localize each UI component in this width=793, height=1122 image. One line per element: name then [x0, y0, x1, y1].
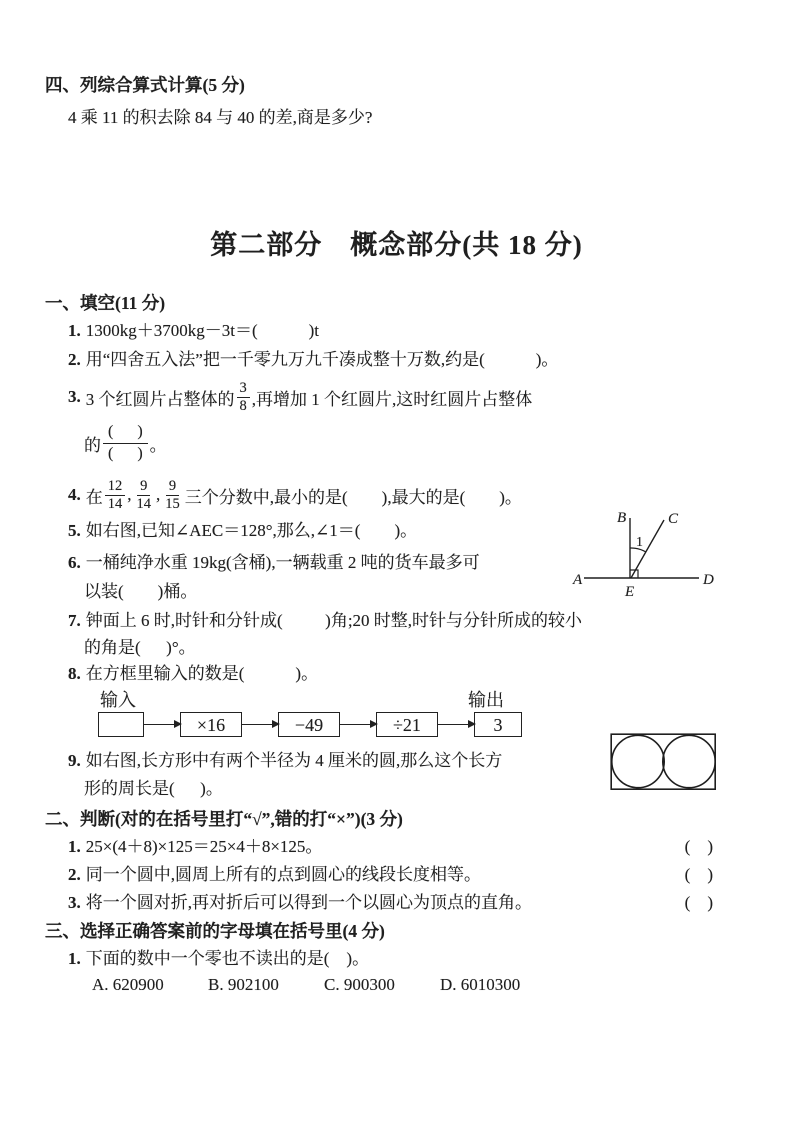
q6-number: 6.: [68, 553, 81, 572]
q7-text-line2: 的角是( )°。: [84, 638, 196, 657]
circle-right: [663, 735, 715, 787]
q8-text: 在方框里输入的数是( )。: [85, 664, 319, 683]
q1-number: 1.: [68, 321, 81, 340]
q6-text-line1: 一桶纯净水重 19kg(含桶),一辆载重 2 吨的货车最多可: [85, 553, 480, 572]
q5-text: 如右图,已知∠AEC＝128°,那么,∠1＝( )。: [85, 521, 418, 540]
flow-output-label: 输出: [468, 690, 504, 710]
choice1-text: 下面的数中一个零也不读出的是( )。: [85, 949, 370, 968]
judge2-answer-paren: ( ): [684, 865, 713, 884]
blank-fraction: $\frac{( )}{( )}$: [103, 422, 148, 464]
arrow-icon: [438, 724, 474, 725]
option-a: A. 620900: [92, 975, 164, 994]
q1-text: 1300kg＋3700kg－3t＝( )t: [85, 321, 320, 340]
q3-line2-post: 。: [149, 435, 167, 455]
q9-number: 9.: [68, 751, 81, 770]
fill-q7-line1: [68, 611, 793, 631]
fill-in-header: 一、填空(11 分): [45, 293, 166, 313]
judge2-text: 同一个圆中,圆周上所有的点到圆心的线段长度相等。: [85, 865, 481, 884]
q3-text-post: ,再增加 1 个红圆片,这时红圆片占整体: [251, 389, 533, 409]
arrow-icon: [340, 724, 376, 725]
flow-input-box: [98, 712, 144, 737]
judge-item-1: [68, 837, 713, 857]
option-c: C. 900300: [324, 975, 395, 994]
section-4-question: 4 乘 11 的积去除 84 与 40 的差,商是多少?: [68, 108, 373, 127]
fill-q8: [68, 664, 793, 684]
flow-input-label: 输入: [100, 690, 136, 710]
label-C: C: [668, 511, 679, 527]
q4-sep1: ,: [127, 485, 132, 504]
arrow-icon: [242, 724, 278, 725]
judge3-number: 3.: [68, 893, 81, 912]
judge-item-3: [68, 893, 713, 913]
q4-number: 4.: [68, 485, 81, 504]
choice-options: [92, 975, 793, 995]
option-b: B. 902100: [208, 975, 279, 994]
arrow-icon: [144, 724, 180, 725]
q7-number: 7.: [68, 611, 81, 630]
judge1-number: 1.: [68, 837, 81, 856]
q4-sep2: ,: [156, 485, 161, 504]
section-4-header: 四、列综合算式计算(5 分): [45, 75, 245, 95]
part-2-title: 第二部分 概念部分(共 18 分): [210, 230, 583, 260]
q4-text-post: 三个分数中,最小的是( ),最大的是( )。: [184, 487, 522, 507]
q3-line2-pre: 的: [84, 435, 101, 455]
option-d: D. 6010300: [440, 975, 521, 994]
judge1-text: 25×(4＋8)×125＝25×4＋8×125。: [85, 837, 323, 856]
fraction-9-15: $\frac{9}{15}$: [165, 478, 180, 512]
q9-text-line2: 形的周长是( )。: [84, 779, 223, 798]
choice-q1: [68, 949, 793, 969]
label-A: A: [573, 572, 583, 588]
label-B: B: [617, 510, 627, 526]
label-D: D: [703, 572, 714, 588]
q9-text-line1: 如右图,长方形中有两个半径为 4 厘米的圆,那么这个长方: [85, 751, 503, 770]
q3-number: 3.: [68, 387, 81, 406]
judge1-answer-paren: ( ): [684, 837, 713, 856]
flow-labels: [98, 686, 793, 710]
fraction-12-14: $\frac{12}{14}$: [105, 478, 126, 511]
q2-text: 用“四舍五入法”把一千零九万九千凑成整十万数,约是( )。: [85, 350, 559, 369]
choice-header: 三、选择正确答案前的字母填在括号里(4 分): [45, 921, 385, 941]
q5-number: 5.: [68, 521, 81, 540]
label-angle-1: 1: [636, 535, 643, 550]
fill-q2: [68, 350, 793, 370]
rectangle-circles-figure: [610, 733, 717, 791]
circle-left: [612, 735, 664, 787]
fill-q7-line2: [84, 638, 793, 658]
angle-figure: [572, 506, 720, 602]
judge-header: 二、判断(对的在括号里打“√”,错的打“×”)(3 分): [45, 809, 403, 829]
flow-subtract-box: −49: [278, 712, 340, 737]
q7-text-line1: 钟面上 6 时,时针和分针成( )角;20 时整,时针与分针所成的较小: [85, 611, 583, 630]
fraction-3-8: $\frac{3}{8}$: [237, 380, 250, 413]
flow-output-box: 3: [474, 712, 522, 737]
fill-q1: [68, 321, 793, 341]
flow-multiply-box: ×16: [180, 712, 242, 737]
judge3-answer-paren: ( ): [684, 893, 713, 912]
judge-item-2: [68, 865, 713, 885]
fill-q3-line1: [68, 378, 793, 416]
judge3-text: 将一个圆对折,再对折后可以得到一个以圆心为顶点的直角。: [85, 893, 532, 912]
label-E: E: [625, 584, 635, 600]
q8-number: 8.: [68, 664, 81, 683]
choice1-number: 1.: [68, 949, 81, 968]
judge2-number: 2.: [68, 865, 81, 884]
fraction-9-14: $\frac{9}{14}$: [136, 478, 151, 512]
q2-number: 2.: [68, 350, 81, 369]
q4-text-pre: 在: [85, 487, 103, 507]
q3-text-pre: 3 个红圆片占整体的: [85, 389, 235, 409]
q6-text-line2: 以装( )桶。: [84, 582, 198, 601]
flow-divide-box: ÷21: [376, 712, 438, 737]
fill-q3-line2: [84, 420, 793, 466]
